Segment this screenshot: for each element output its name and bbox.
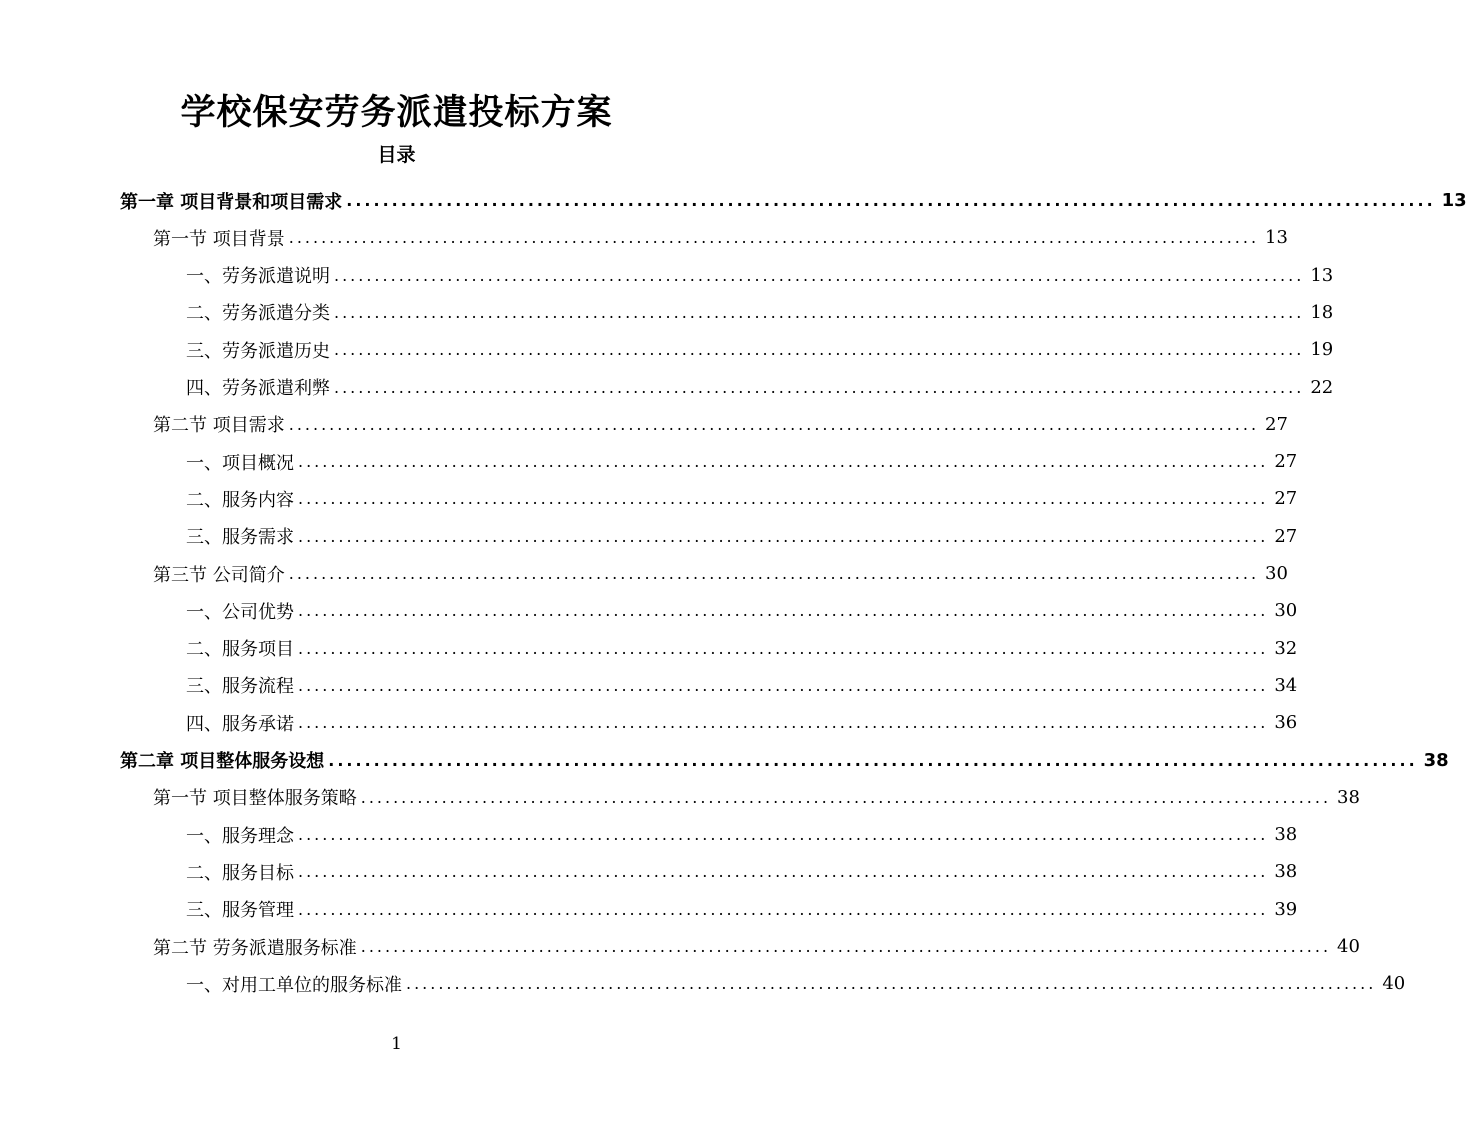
toc-leader-dots: ........................................................................................................................	[298, 713, 1269, 733]
toc-entry-page: 13	[1441, 190, 1467, 211]
toc-entry-page: 27	[1274, 451, 1298, 473]
toc-entry-label: 二、服务内容	[186, 489, 294, 511]
toc-entry[interactable]	[120, 742, 1449, 779]
toc-leader-dots: ........................................................................................................................	[298, 489, 1269, 509]
toc-entry[interactable]	[186, 294, 1334, 331]
toc-entry-label: 四、服务承诺	[186, 713, 294, 735]
toc-entry[interactable]	[186, 369, 1334, 406]
toc-entry[interactable]	[186, 331, 1334, 368]
toc-leader-dots: ........................................................................................................................	[288, 228, 1260, 248]
toc-entry-label: 一、对用工单位的服务标准	[186, 974, 402, 996]
toc-entry-label: 一、服务理念	[186, 825, 294, 847]
document-title: 学校保安劳务派遣投标方案	[180, 93, 613, 133]
toc-entry[interactable]	[186, 853, 1298, 890]
toc-entry-label: 第一节 项目整体服务策略	[153, 788, 357, 810]
toc-leader-dots: ........................................................................................................................	[298, 825, 1269, 845]
toc-entry-page: 27	[1274, 525, 1298, 547]
toc-leader-dots: ........................................................................................................................	[298, 675, 1269, 695]
toc-leader-dots: ........................................................................................................................	[334, 340, 1305, 360]
toc-entry[interactable]	[153, 928, 1360, 965]
toc-entry[interactable]	[153, 219, 1288, 256]
toc-leader-dots: ........................................................................................................................	[406, 974, 1377, 994]
toc-leader-dots: ........................................................................................................................	[334, 377, 1305, 397]
toc-entry-page: 38	[1274, 861, 1298, 883]
toc-entry-label: 三、服务管理	[186, 900, 294, 922]
toc-entry-label: 三、服务需求	[186, 527, 294, 549]
toc-entry[interactable]	[153, 406, 1288, 443]
toc-entry[interactable]	[153, 779, 1360, 816]
toc-entry[interactable]	[186, 667, 1298, 704]
toc-entry[interactable]	[186, 518, 1298, 555]
toc-entry-label: 第二章 项目整体服务设想	[120, 751, 325, 772]
toc-leader-dots: ........................................................................................................................	[360, 787, 1332, 807]
toc-entry-label: 第二节 劳务派遣服务标准	[153, 937, 357, 959]
toc-entry[interactable]	[186, 443, 1298, 480]
toc-entry-label: 三、劳务派遣历史	[186, 340, 330, 362]
toc-entry-page: 38	[1337, 786, 1360, 808]
toc-leader-dots: ........................................................................................................................	[288, 564, 1260, 583]
toc-entry-label: 第一章 项目背景和项目需求	[120, 191, 343, 213]
toc-entry[interactable]	[186, 480, 1298, 517]
toc-entry-page: 38	[1423, 749, 1449, 771]
toc-leader-dots: ........................................................................................................................	[298, 526, 1269, 546]
toc-entry-page: 36	[1274, 712, 1298, 734]
toc-entry-page: 30	[1265, 563, 1288, 584]
toc-entry-label: 第三节 公司简介	[153, 564, 285, 586]
toc-entry-label: 一、劳务派遣说明	[186, 266, 330, 288]
toc-leader-dots: ........................................................................................................................	[298, 899, 1269, 919]
toc-leader-dots: ........................................................................................................................	[288, 414, 1260, 434]
toc-entry-label: 一、公司优势	[186, 601, 294, 623]
toc-entry-page: 40	[1337, 936, 1360, 957]
toc-entry-page: 30	[1274, 600, 1298, 622]
toc-leader-dots: ........................................................................................................................	[298, 601, 1269, 621]
toc-entry-page: 13	[1310, 264, 1334, 286]
toc-leader-dots: ........................................................................................................................	[298, 452, 1269, 472]
toc-entry[interactable]	[186, 891, 1298, 928]
toc-heading: 目录	[377, 144, 416, 166]
toc-leader-dots: ........................................................................................................................	[328, 750, 1418, 770]
page-number: 1	[391, 1034, 402, 1054]
toc-leader-dots: ........................................................................................................................	[360, 937, 1332, 956]
toc-entry-label: 二、服务目标	[186, 862, 294, 884]
toc-entry-page: 34	[1274, 674, 1298, 696]
toc-entry-page: 27	[1265, 413, 1288, 435]
toc-entry-page: 38	[1274, 824, 1298, 846]
toc-entry[interactable]	[186, 592, 1298, 629]
toc-entry[interactable]	[186, 704, 1298, 741]
toc-entry-page: 22	[1310, 376, 1334, 398]
toc-entry-label: 四、劳务派遣利弊	[186, 378, 330, 399]
toc-entry[interactable]	[186, 630, 1298, 667]
toc-entry-label: 三、服务流程	[186, 676, 294, 698]
toc-leader-dots: ........................................................................................................................	[346, 191, 1436, 210]
toc-leader-dots: ........................................................................................................................	[334, 265, 1305, 285]
toc-entry-page: 32	[1274, 637, 1298, 659]
toc-entry-label: 第一节 项目背景	[153, 228, 285, 250]
toc-entry[interactable]	[186, 816, 1298, 853]
toc-entry-page: 40	[1382, 973, 1406, 995]
toc-leader-dots: ........................................................................................................................	[298, 638, 1269, 658]
toc-entry-label: 一、项目概况	[186, 452, 294, 474]
toc-entry-label: 二、服务项目	[186, 639, 294, 661]
toc-entry-label: 第二节 项目需求	[153, 415, 285, 437]
toc-entry[interactable]	[186, 965, 1406, 1002]
toc-leader-dots: ........................................................................................................................	[298, 862, 1269, 882]
toc-entry[interactable]	[186, 257, 1334, 294]
toc-entry-page: 27	[1274, 488, 1298, 510]
toc-entry-page: 18	[1310, 301, 1334, 323]
toc-entry-page: 39	[1274, 898, 1298, 920]
toc-entry-page: 19	[1310, 339, 1334, 361]
toc-entry-label: 二、劳务派遣分类	[186, 303, 330, 325]
toc-entry[interactable]	[120, 182, 1467, 219]
toc-entry-page: 13	[1265, 227, 1288, 249]
toc-entry[interactable]	[153, 555, 1288, 592]
toc-leader-dots: ........................................................................................................................	[334, 302, 1305, 322]
